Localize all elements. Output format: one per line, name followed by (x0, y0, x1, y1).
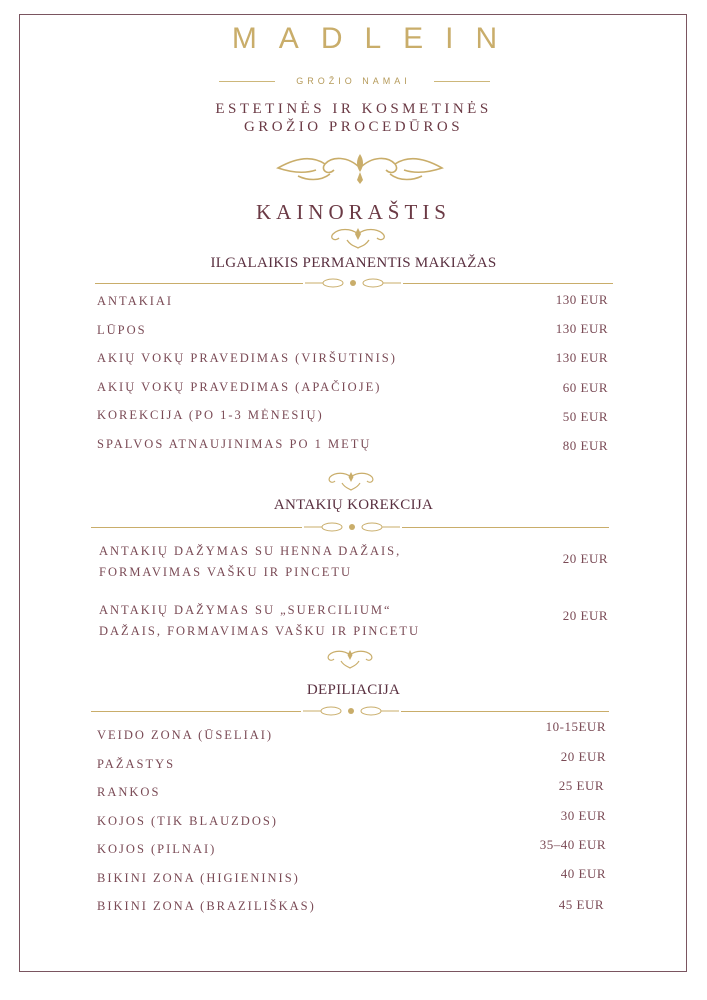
tagline (0, 100, 707, 136)
price-item-label: VEIDO ZONA (ŪSELIAI) (97, 728, 274, 742)
price-item-label-line: ANTAKIŲ DAŽYMAS SU HENNA DAŽAIS, (99, 544, 402, 558)
price-item-label: KOJOS (TIK BLAUZDOS) (97, 814, 278, 828)
price-item-label: BIKINI ZONA (BRAZILIŠKAS) (97, 899, 316, 913)
divider-ornament-icon (303, 277, 403, 289)
section-title-brow-correction: ANTAKIŲ KOREKCIJA (273, 497, 434, 513)
price-item-label: SPALVOS ATNAUJINIMAS PO 1 METŲ (97, 437, 372, 451)
tagline-line-1: ESTETINĖS IR KOSMETINĖS (215, 101, 492, 117)
price-item-value: 25 EUR (558, 778, 604, 793)
price-item-value: 45 EUR (558, 897, 604, 912)
price-item-value: 20 EUR (562, 608, 608, 623)
price-item-value: 130 EUR (555, 292, 608, 307)
price-item-label: BIKINI ZONA (HIGIENINIS) (97, 871, 300, 885)
divider-ornament-icon (302, 521, 402, 533)
price-item-value: 60 EUR (562, 380, 608, 395)
price-item-label-line: DAŽAIS, FORMAVIMAS VAŠKU IR PINCETU (99, 624, 421, 638)
price-item-label: LŪPOS (97, 323, 147, 337)
price-item-label: KOREKCIJA (PO 1-3 MĖNESIŲ) (97, 408, 324, 422)
price-item-label-line: ANTAKIŲ DAŽYMAS SU „SUERCILIUM“ (99, 603, 392, 617)
price-item-label (99, 541, 401, 583)
section-title-depilation: DEPILIACIJA (306, 682, 401, 698)
price-item-label: AKIŲ VOKŲ PRAVEDIMAS (APAČIOJE) (97, 380, 382, 394)
brand-subtitle: GROŽIO NAMAI (296, 76, 411, 86)
price-item-label: KOJOS (PILNAI) (97, 842, 217, 856)
price-item-label: RANKOS (97, 785, 161, 799)
price-item-value: 20 EUR (560, 749, 606, 764)
price-item-label: PAŽASTYS (97, 757, 176, 771)
price-item-value: 80 EUR (562, 438, 608, 453)
price-item-value: 50 EUR (562, 409, 608, 424)
tagline-line-2: GROŽIO PROCEDŪROS (243, 119, 464, 135)
divider-ornament-icon (301, 705, 401, 717)
price-item-label: AKIŲ VOKŲ PRAVEDIMAS (VIRŠUTINIS) (97, 351, 397, 365)
price-item-label: ANTAKIAI (97, 294, 174, 308)
small-ornament-icon (323, 226, 393, 250)
price-item-value: 30 EUR (560, 808, 606, 823)
price-item-value: 20 EUR (562, 551, 608, 566)
small-ornament-icon (323, 470, 379, 492)
price-item-label (99, 600, 420, 642)
price-item-value: 35–40 EUR (539, 837, 606, 852)
price-item-value: 10-15EUR (545, 719, 606, 734)
section-title-permanent-makeup: ILGALAIKIS PERMANENTIS MAKIAŽAS (210, 255, 497, 271)
page-title: KAINORAŠTIS (255, 200, 451, 224)
price-item-value: 130 EUR (555, 350, 608, 365)
price-item-value: 40 EUR (560, 866, 606, 881)
price-item-label-line: FORMAVIMAS VAŠKU IR PINCETU (99, 565, 353, 579)
brand-logo: MADLEIN (231, 22, 520, 55)
large-ornament-icon (270, 150, 450, 186)
price-item-value: 130 EUR (555, 321, 608, 336)
small-ornament-icon (322, 648, 378, 670)
